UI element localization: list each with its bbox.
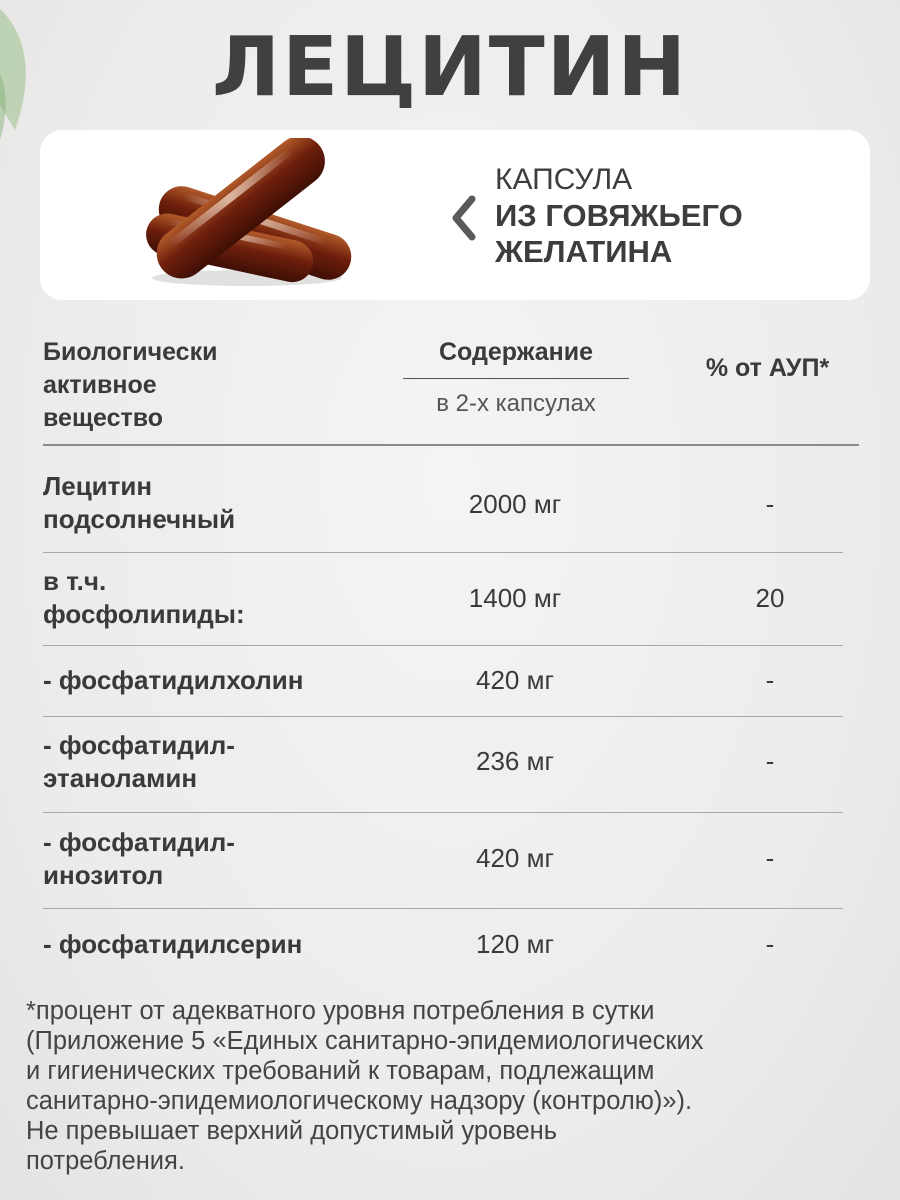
row-divider <box>43 645 843 646</box>
table-row-value: 420 мг <box>476 843 554 873</box>
header-percent: % от АУП* <box>705 354 830 382</box>
footnote: *процент от адекватного уровня потребления в сутки (Приложение 5 «Единых санитарно-эпидемиологических и гигиенических требований к товарам, подлежащим санитарно-эпидемиологическому надзору (контролю)»). Не превышает верхний допустимый уровень потребления. <box>26 997 704 1175</box>
table-row-value: 1400 мг <box>468 583 562 613</box>
table-row-value: 236 мг <box>476 746 554 776</box>
page-title: ЛЕЦИТИН <box>211 20 688 115</box>
table-row-percent: - <box>765 929 775 959</box>
table-row-value: 420 мг <box>476 665 554 695</box>
table-row-percent: - <box>765 746 775 776</box>
table-row-name: Лецитин подсолнечный <box>43 471 236 534</box>
capsule-info-card <box>40 130 870 300</box>
header-content-underline <box>403 378 629 379</box>
table-row-percent: - <box>765 665 775 695</box>
row-divider <box>43 716 843 717</box>
table-row-percent: - <box>765 843 775 873</box>
capsule-label: КАПСУЛА <box>495 163 633 196</box>
table-row-name: - фосфатидил- этаноламин <box>43 730 235 793</box>
row-divider <box>43 552 843 553</box>
capsule-material-line1: ИЗ ГОВЯЖЬЕГО <box>495 198 743 233</box>
capsule-description <box>495 162 743 270</box>
row-divider <box>43 908 843 909</box>
table-row-name: - фосфатидил- инозитол <box>43 827 235 890</box>
header-content-subtitle: в 2-х капсулах <box>436 390 596 417</box>
header-divider <box>43 444 859 446</box>
chevron-left-icon <box>448 195 478 241</box>
capsules-image <box>135 138 365 288</box>
header-content: Содержание <box>438 338 594 366</box>
table-row-value: 2000 мг <box>468 489 562 519</box>
table-row-percent: 20 <box>755 583 785 613</box>
row-divider <box>43 812 843 813</box>
table-row-percent: - <box>765 489 775 519</box>
header-substance: Биологически активное вещество <box>43 338 218 432</box>
capsule-material-line2: ЖЕЛАТИНА <box>495 234 673 269</box>
table-row-name: - фосфатидилхолин <box>43 665 304 695</box>
table-row-value: 120 мг <box>476 929 554 959</box>
table-row-name: в т.ч. фосфолипиды: <box>43 566 245 629</box>
table-row-name: - фосфатидилсерин <box>43 929 303 959</box>
